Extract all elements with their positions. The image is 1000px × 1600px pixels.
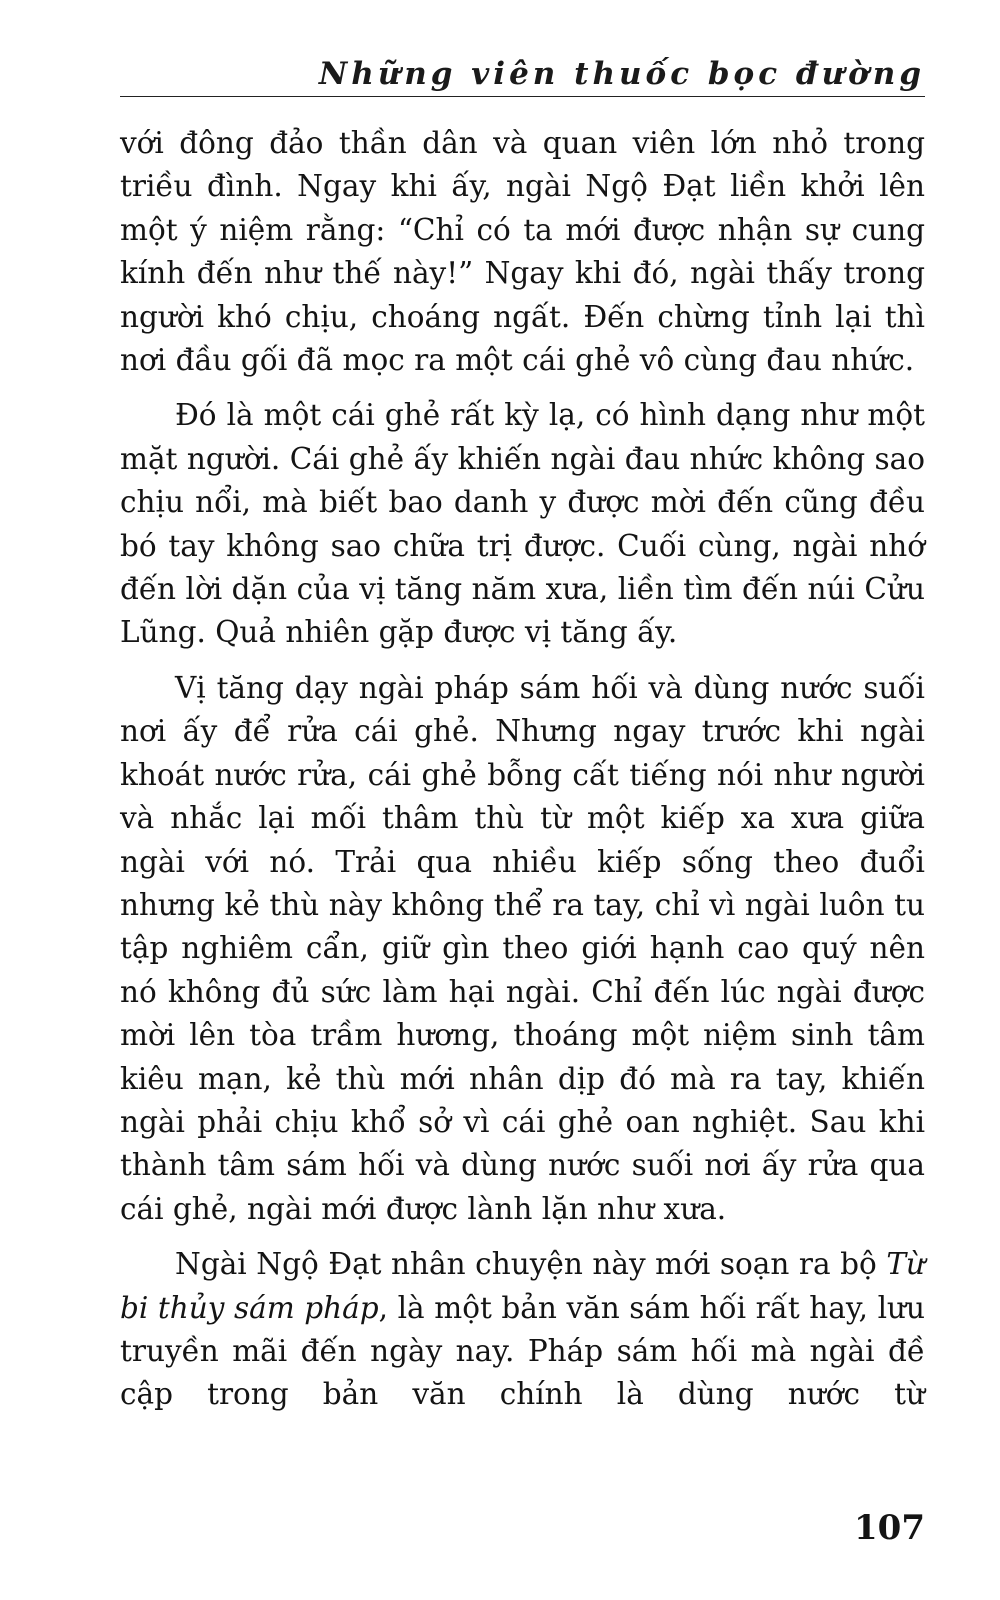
paragraph-2: Đó là một cái ghẻ rất kỳ lạ, có hình dạng như một mặt người. Cái ghẻ ấy khiến ngài đau nhức không sao chịu nổi, mà biết bao danh y được mời đến cũng đều bó tay không sao chữa trị được. Cuối cùng, ngài nhớ đến lời dặn của vị tăng năm xưa, liền tìm đến núi Cửu Lũng. Quả nhiên gặp được vị tăng ấy.	[120, 398, 925, 650]
paragraph-4-text-before: Ngài Ngộ Đạt nhân chuyện này mới soạn ra bộ	[175, 1247, 887, 1282]
header-title: Những viên thuốc bọc đường	[318, 56, 925, 92]
paragraph-3: Vị tăng dạy ngài pháp sám hối và dùng nước suối nơi ấy để rửa cái ghẻ. Nhưng ngay trước khi ngài khoát nước rửa, cái ghẻ bỗng cất tiếng nói như người và nhắc lại mối thâm thù từ một kiếp xa xưa giữa ngài với nó. Trải qua nhiều kiếp sống theo đuổi nhưng kẻ thù này không thể ra tay, chỉ vì ngài luôn tu tập nghiêm cẩn, giữ gìn theo giới hạnh cao quý nên nó không đủ sức làm hại ngài. Chỉ đến lúc ngài được mời lên tòa trầm hương, thoáng một niệm sinh tâm kiêu mạn, kẻ thù mới nhân dịp đó mà ra tay, khiến ngài phải chịu khổ sở vì cái ghẻ oan nghiệt. Sau khi thành tâm sám hối và dùng nước suối nơi ấy rửa qua cái ghẻ, ngài mới được lành lặn như xưa.	[120, 670, 925, 1226]
paragraph-4	[120, 1243, 925, 1417]
page-number: 107	[854, 1508, 925, 1548]
running-header	[120, 52, 925, 97]
page-body	[120, 122, 925, 1429]
book-title-italic: Từ bi thủy sám pháp	[120, 1247, 925, 1325]
paragraph-1: với đông đảo thần dân và quan viên lớn nhỏ trong triều đình. Ngay khi ấy, ngài Ngộ Đạt liền khởi lên một ý niệm rằng: “Chỉ có ta mới được nhận sự cung kính đến như thế này!” Ngay khi đó, ngài thấy trong người khó chịu, choáng ngất. Đến chừng tỉnh lại thì nơi đầu gối đã mọc ra một cái ghẻ vô cùng đau nhức.	[120, 126, 925, 378]
paragraph-4-text-after: , là một bản văn sám hối rất hay, lưu truyền mãi đến ngày nay. Pháp sám hối mà ngài đề cập trong bản văn chính là dùng nước từ	[120, 1290, 925, 1412]
